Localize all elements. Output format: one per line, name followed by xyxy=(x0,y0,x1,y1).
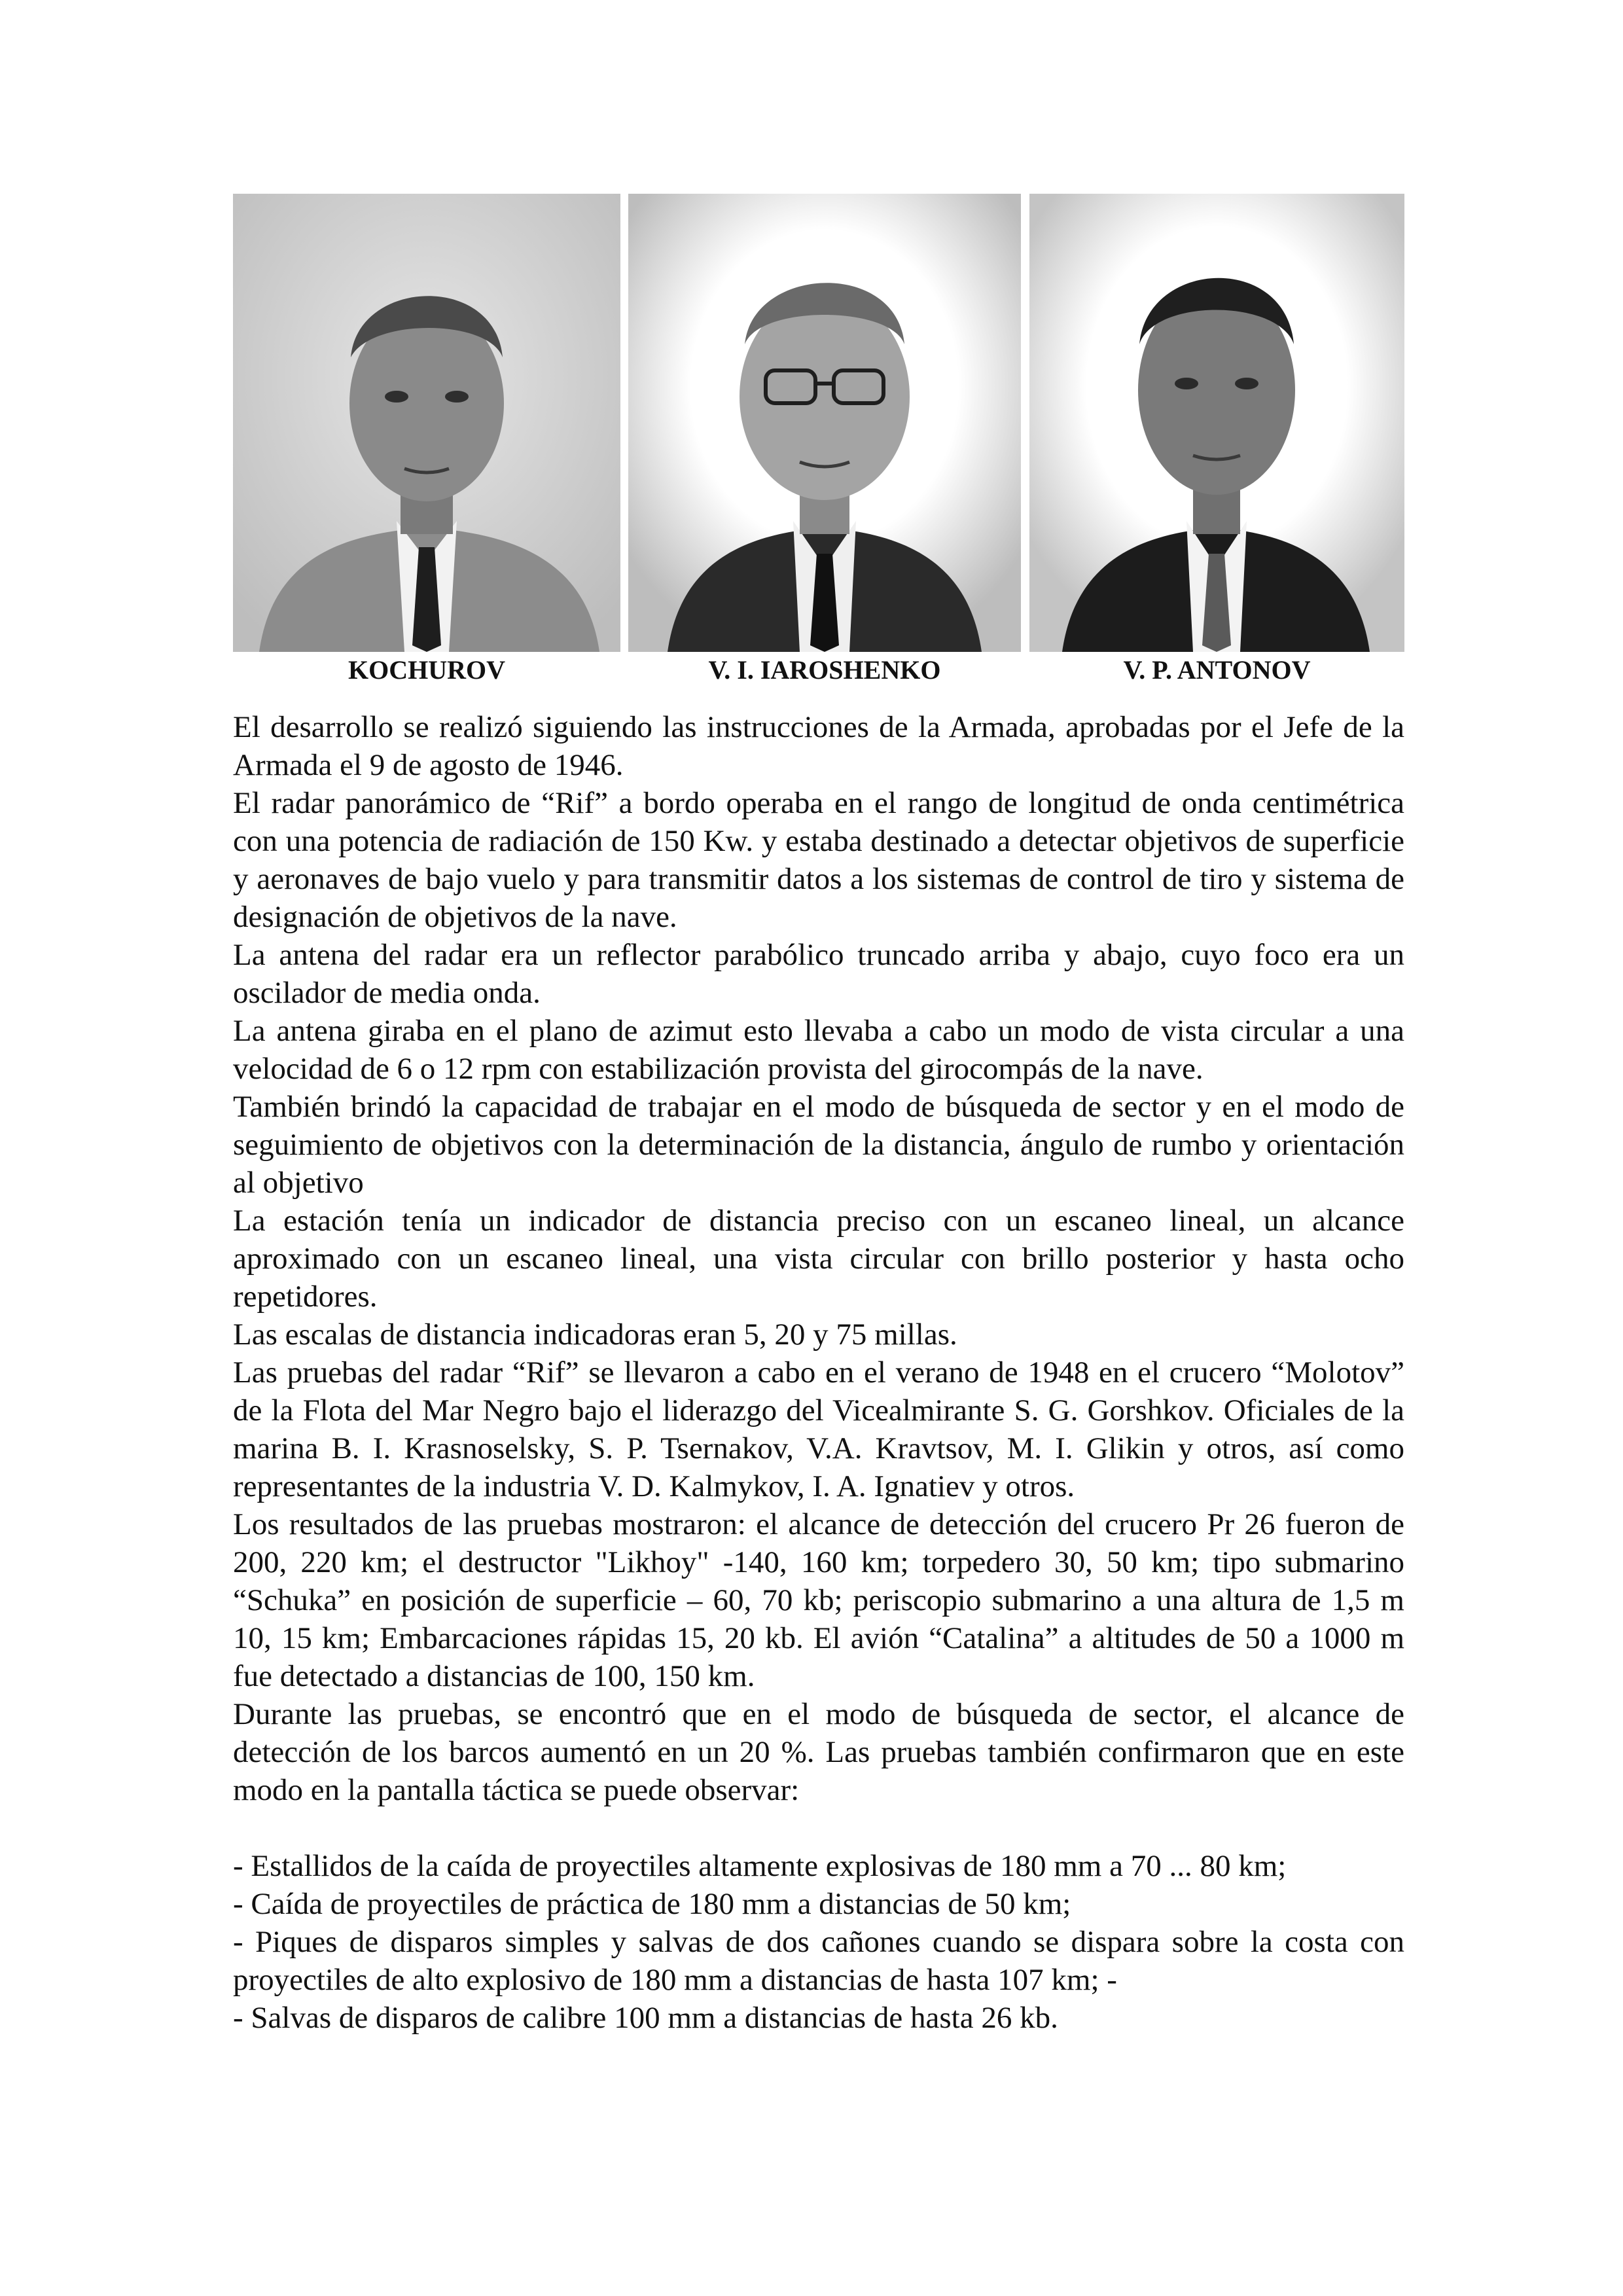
portrait-caption-antonov: V. P. ANTONOV xyxy=(1123,655,1311,685)
portrait-kochurov-image xyxy=(233,194,620,652)
document-body xyxy=(233,708,1404,2037)
paragraph: Las escalas de distancia indicadoras eran 5, 20 y 75 millas. xyxy=(233,1318,957,1352)
list-item: - Caída de proyectiles de práctica de 180 mm a distancias de 50 km; xyxy=(233,1887,1071,1921)
list-item: - Piques de disparos simples y salvas de dos cañones cuando se dispara sobre la costa con proyectiles de alto explosivo de 180 mm a distancias de hasta 107 km; - xyxy=(233,1925,1404,1997)
paragraph: Los resultados de las pruebas mostraron: el alcance de detección del crucero Pr 26 fueron de 200, 220 km; el destructor "Likhoy" -140, 160 km; torpedero 30, 50 km; tipo submarino “Schuka” en posición de superficie – 60, 70 kb; periscopio submarino a una altura de 1,5 m 10, 15 km; Embarcaciones rápidas 15, 20 kb. El avión “Catalina” a altitudes de 50 a 1000 m fue detectado a distancias de 100, 150 km. xyxy=(233,1507,1404,1693)
list-item: - Estallidos de la caída de proyectiles altamente explosivas de 180 mm a 70 ... 80 km; xyxy=(233,1849,1287,1883)
portrait-photo-antonov xyxy=(1029,194,1404,652)
portrait-iaroshenko-image xyxy=(628,194,1021,652)
paragraph: La antena del radar era un reflector parabólico truncado arriba y abajo, cuyo foco era un oscilador de media onda. xyxy=(233,938,1404,1010)
paragraph: La estación tenía un indicador de distancia preciso con un escaneo lineal, un alcance aproximado con un escaneo lineal, una vista circular con brillo posterior y hasta ocho repetidores. xyxy=(233,1204,1404,1314)
paragraph: El desarrollo se realizó siguiendo las instrucciones de la Armada, aprobadas por el Jefe de la Armada el 9 de agosto de 1946. xyxy=(233,710,1404,782)
blank-line xyxy=(233,1809,1404,1847)
paragraph: También brindó la capacidad de trabajar en el modo de búsqueda de sector y en el modo de seguimiento de objetivos con la determinación de la distancia, ángulo de rumbo y orientación al objetivo xyxy=(233,1090,1404,1200)
portrait-photo-kochurov xyxy=(233,194,620,652)
list-item: - Salvas de disparos de calibre 100 mm a distancias de hasta 26 kb. xyxy=(233,2001,1058,2035)
portrait-caption-iaroshenko: V. I. IAROSHENKO xyxy=(708,655,941,685)
paragraph: La antena giraba en el plano de azimut esto llevaba a cabo un modo de vista circular a una velocidad de 6 o 12 rpm con estabilización provista del girocompás de la nave. xyxy=(233,1014,1404,1086)
paragraph: Las pruebas del radar “Rif” se llevaron a cabo en el verano de 1948 en el crucero “Molotov” de la Flota del Mar Negro bajo el liderazgo del Vicealmirante S. G. Gorshkov. Oficiales de la marina B. I. Krasnoselsky, S. P. Tsernakov, V.A. Kravtsov, M. I. Glikin y otros, así como representantes de la industria V. D. Kalmykov, I. A. Ignatiev y otros. xyxy=(233,1355,1404,1503)
paragraph: Durante las pruebas, se encontró que en el modo de búsqueda de sector, el alcance de detección de los barcos aumentó en un 20 %. Las pruebas también confirmaron que en este modo en la pantalla táctica se puede observar: xyxy=(233,1697,1404,1807)
portrait-antonov-image xyxy=(1029,194,1404,652)
portrait-photo-iaroshenko xyxy=(628,194,1021,652)
portrait-caption-kochurov: KOCHUROV xyxy=(348,655,505,685)
paragraph: El radar panorámico de “Rif” a bordo operaba en el rango de longitud de onda centimétrica con una potencia de radiación de 150 Kw. y estaba destinado a detectar objetivos de superficie y aeronaves de bajo vuelo y para transmitir datos a los sistemas de control de tiro y sistema de designación de objetivos de la nave. xyxy=(233,786,1404,934)
